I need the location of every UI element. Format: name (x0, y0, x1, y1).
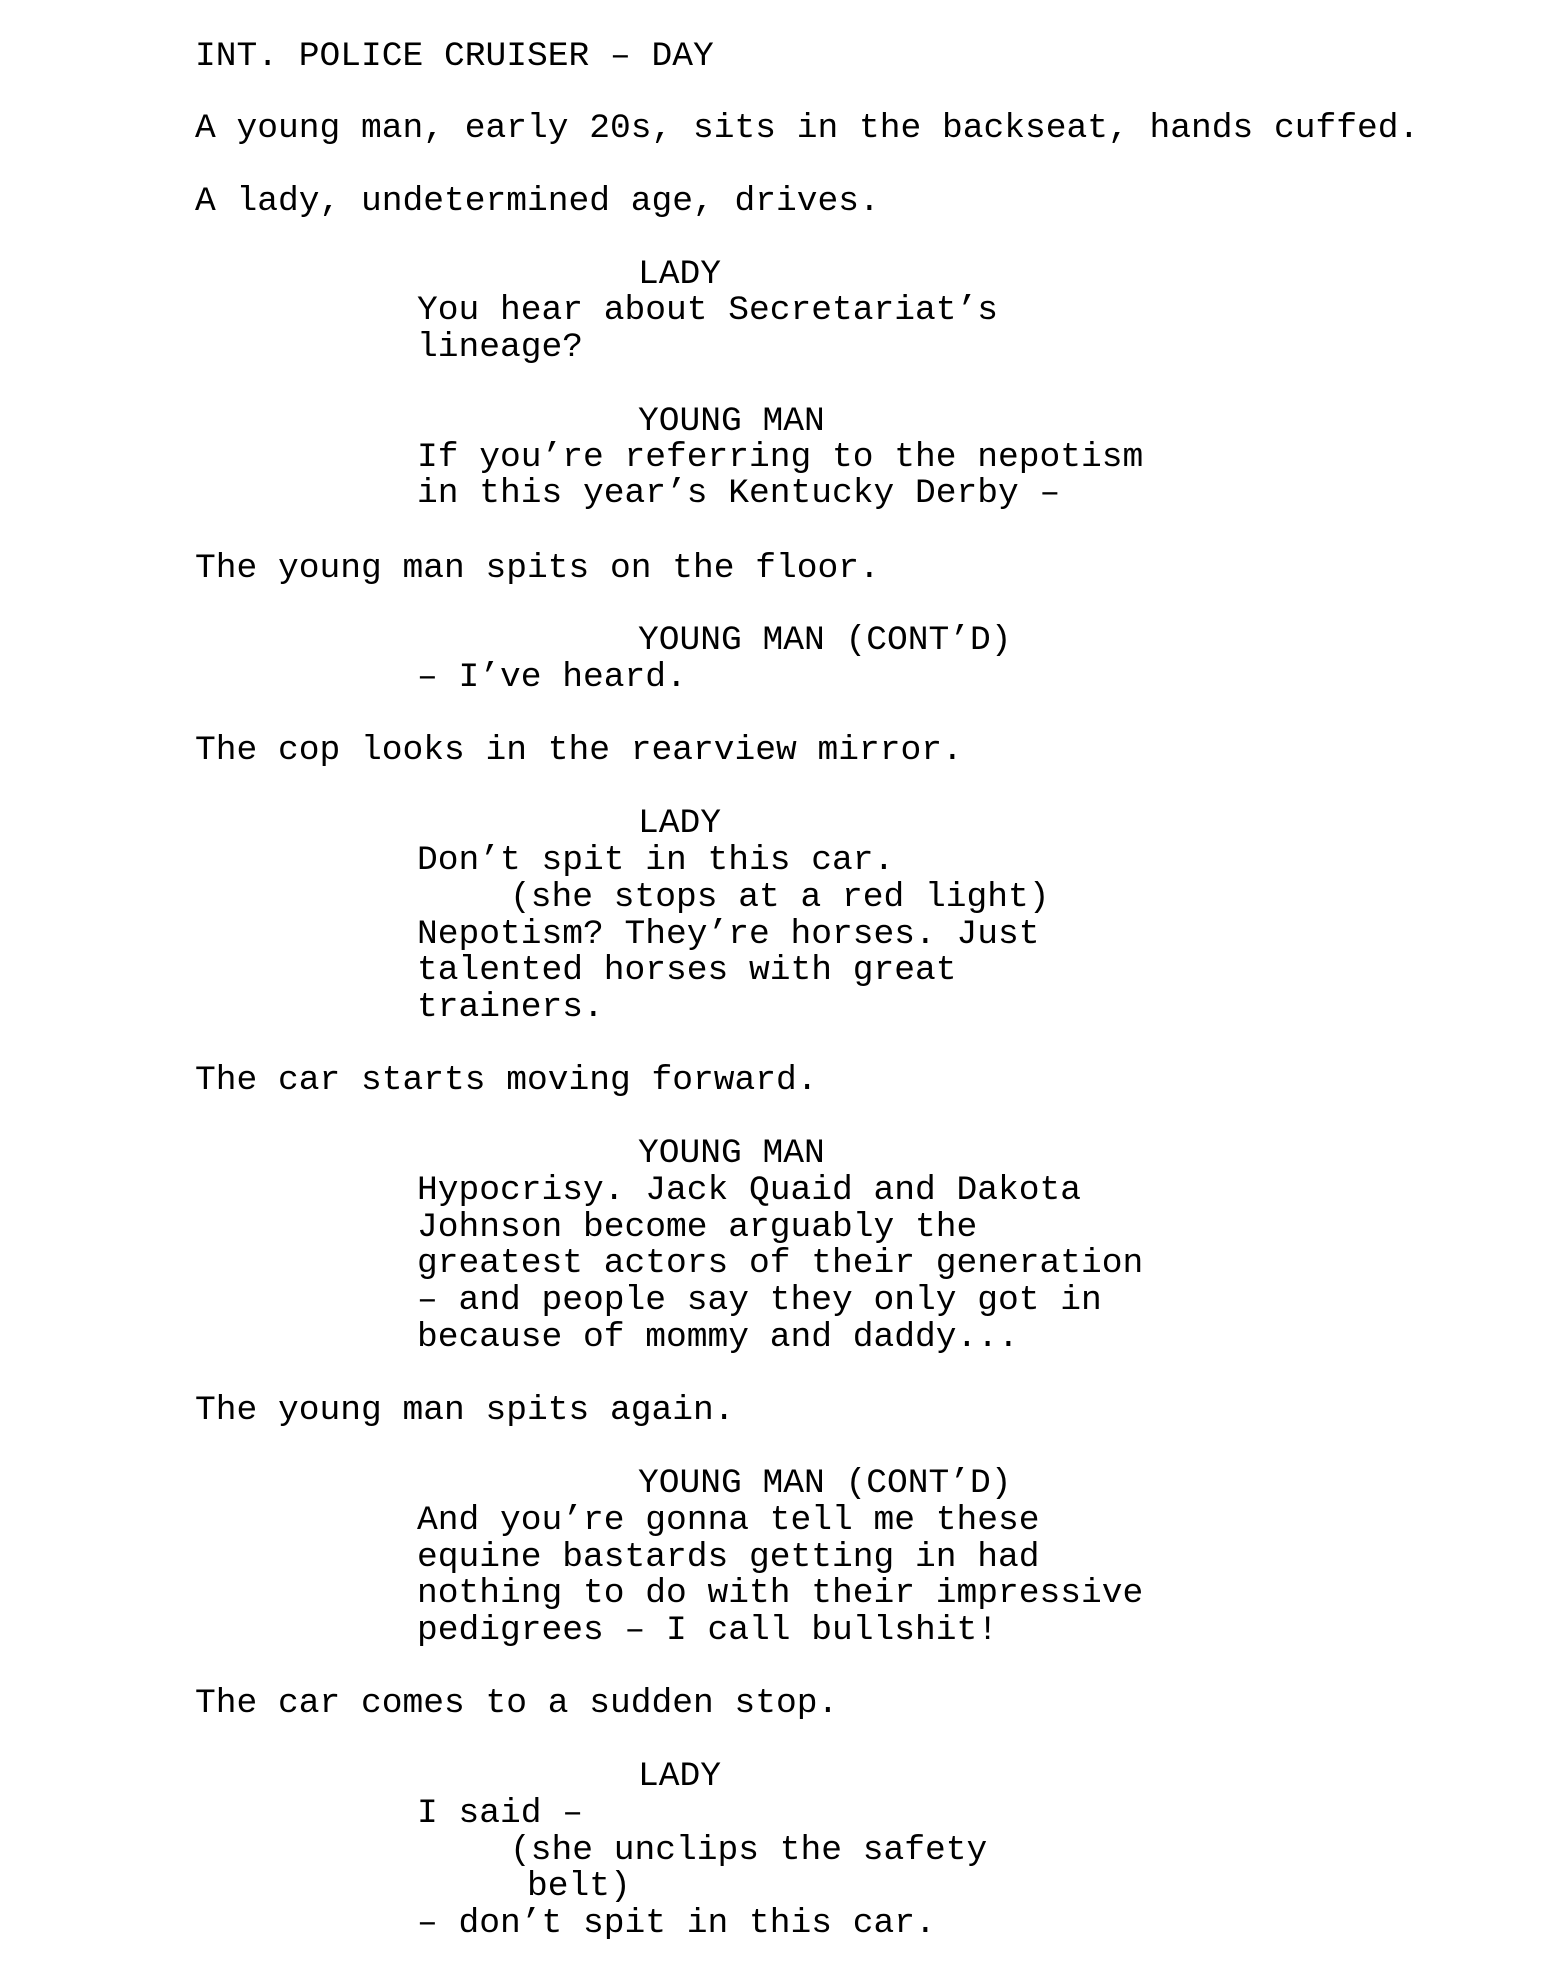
scene-heading: INT. POLICE CRUISER – DAY (195, 37, 714, 76)
dialogue-line: Johnson become arguably the (417, 1208, 978, 1247)
action-line: The car starts moving forward. (195, 1061, 818, 1100)
action-line: A lady, undetermined age, drives. (195, 182, 880, 221)
character-cue: LADY (638, 255, 722, 294)
action-line: A young man, early 20s, sits in the backseat, hands cuffed. (195, 109, 1420, 148)
character-cue: YOUNG MAN (CONT’D) (638, 1464, 1012, 1503)
character-cue: YOUNG MAN (638, 1134, 825, 1173)
parenthetical: (she stops at a red light) (510, 878, 1050, 917)
dialogue-line: I said – (417, 1794, 584, 1833)
parenthetical: (she unclips the safety (510, 1831, 988, 1870)
dialogue-line: – don’t spit in this car. (417, 1904, 936, 1943)
dialogue-line: trainers. (417, 988, 604, 1027)
character-cue: YOUNG MAN (CONT’D) (638, 621, 1012, 660)
dialogue-line: And you’re gonna tell me these (417, 1501, 1040, 1540)
dialogue-line: talented horses with great (417, 951, 957, 990)
parenthetical: belt) (527, 1867, 631, 1906)
dialogue-line: nothing to do with their impressive (417, 1574, 1144, 1613)
character-cue: LADY (638, 1757, 722, 1796)
action-line: The young man spits again. (195, 1391, 735, 1430)
dialogue-line: in this year’s Kentucky Derby – (417, 474, 1061, 513)
dialogue-line: equine bastards getting in had (417, 1538, 1040, 1577)
action-line: The car comes to a sudden stop. (195, 1684, 839, 1723)
dialogue-line: greatest actors of their generation (417, 1244, 1144, 1283)
character-cue: YOUNG MAN (638, 402, 825, 441)
dialogue-line: Nepotism? They’re horses. Just (417, 915, 1040, 954)
dialogue-line: pedigrees – I call bullshit! (417, 1611, 999, 1650)
dialogue-line: Don’t spit in this car. (417, 841, 895, 880)
dialogue-line: lineage? (417, 328, 584, 367)
dialogue-line: Hypocrisy. Jack Quaid and Dakota (417, 1171, 1082, 1210)
action-line: The cop looks in the rearview mirror. (195, 731, 963, 770)
dialogue-line: – I’ve heard. (417, 658, 687, 697)
dialogue-line: – and people say they only got in (417, 1281, 1102, 1320)
character-cue: LADY (638, 804, 722, 843)
dialogue-line: You hear about Secretariat’s (417, 291, 999, 330)
dialogue-line: If you’re referring to the nepotism (417, 438, 1144, 477)
dialogue-line: because of mommy and daddy... (417, 1318, 1019, 1357)
action-line: The young man spits on the floor. (195, 549, 880, 588)
